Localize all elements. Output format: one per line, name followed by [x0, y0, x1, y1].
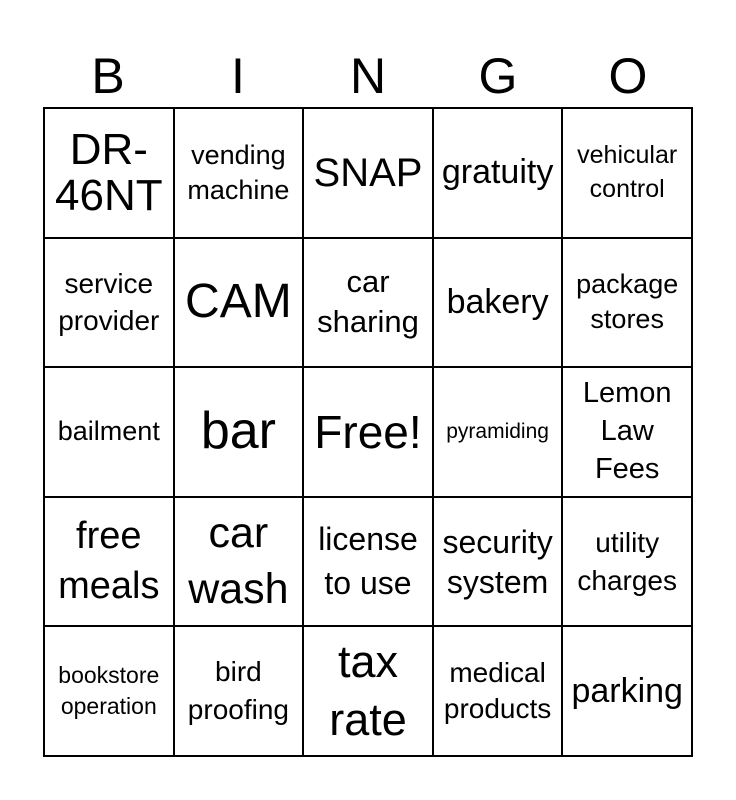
bingo-cell[interactable] [303, 497, 433, 627]
header-letter-o: O [608, 48, 648, 104]
bingo-cell[interactable] [562, 367, 692, 497]
bingo-cell-text: utility charges [577, 526, 677, 596]
bingo-cell-text: bar [200, 402, 276, 461]
bingo-cell-text: SNAP [313, 150, 423, 195]
bingo-cell-text: Free! [314, 405, 422, 458]
bingo-cell-text: car sharing [317, 264, 419, 340]
bingo-cell[interactable] [303, 367, 433, 497]
bingo-cell-text: bird proofing [187, 656, 289, 726]
bingo-cell[interactable] [562, 626, 692, 756]
bingo-cell[interactable] [174, 238, 304, 368]
bingo-cell-text: bookstore operation [58, 662, 160, 720]
header-letter-g: G [478, 48, 518, 104]
bingo-header [43, 46, 693, 106]
bingo-cell[interactable] [174, 108, 304, 238]
bingo-cell-text: parking [571, 671, 683, 710]
bingo-cell[interactable] [174, 497, 304, 627]
bingo-cell[interactable] [174, 367, 304, 497]
bingo-cell[interactable] [44, 626, 174, 756]
bingo-cell[interactable] [562, 497, 692, 627]
header-letter-b: B [91, 48, 125, 104]
bingo-cell[interactable] [303, 238, 433, 368]
bingo-cell-text: gratuity [441, 153, 554, 192]
bingo-cell-text: DR-46NT [55, 124, 163, 220]
bingo-cell-text: license to use [318, 521, 418, 601]
bingo-cell[interactable] [433, 238, 563, 368]
bingo-cell[interactable] [303, 108, 433, 238]
bingo-cell-text: package stores [576, 269, 679, 335]
bingo-cell-text: pyramiding [446, 420, 549, 444]
bingo-cell[interactable] [44, 108, 174, 238]
bingo-cell[interactable] [433, 108, 563, 238]
bingo-cell-text: CAM [185, 274, 292, 328]
bingo-grid [43, 107, 693, 757]
bingo-cell[interactable] [44, 367, 174, 497]
bingo-cell[interactable] [44, 497, 174, 627]
bingo-cell[interactable] [562, 238, 692, 368]
bingo-cell-text: car wash [188, 508, 289, 613]
bingo-cell-text: bakery [446, 282, 549, 321]
bingo-cell-text: free meals [58, 515, 160, 607]
bingo-cell[interactable] [433, 367, 563, 497]
bingo-cell[interactable] [303, 626, 433, 756]
bingo-cell-text: security system [442, 523, 553, 600]
bingo-cell-text: vehicular control [577, 141, 678, 203]
bingo-cell[interactable] [174, 626, 304, 756]
bingo-cell-text: tax rate [329, 635, 407, 746]
bingo-cell-text: service provider [58, 267, 160, 337]
bingo-cell[interactable] [44, 238, 174, 368]
bingo-cell-text: medical products [443, 656, 552, 725]
header-letter-i: I [231, 48, 245, 104]
bingo-cell-text: Lemon Law Fees [582, 377, 672, 485]
bingo-cell-text: bailment [57, 416, 160, 447]
bingo-cell-text: vending machine [187, 139, 290, 205]
bingo-cell[interactable] [562, 108, 692, 238]
bingo-cell[interactable] [433, 626, 563, 756]
bingo-cell[interactable] [433, 497, 563, 627]
header-letter-n: N [349, 48, 387, 104]
